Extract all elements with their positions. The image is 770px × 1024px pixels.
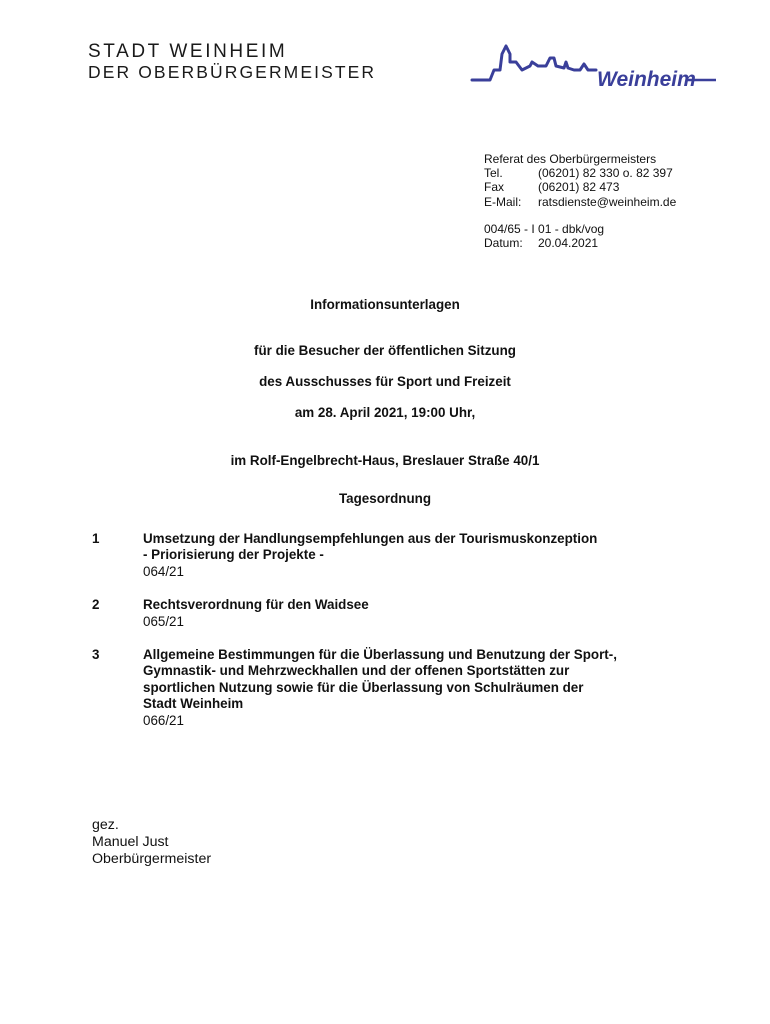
reference-number: 004/65 - I 01 - dbk/vog [484, 221, 605, 236]
agenda-item-title: Rechtsverordnung für den Waidsee [143, 597, 369, 613]
contact-email [484, 195, 676, 209]
agenda-item [92, 531, 712, 580]
date-label: Datum: [484, 236, 523, 251]
document-date [484, 236, 676, 250]
skyline-icon [472, 46, 596, 80]
signature-gez: gez. [92, 817, 119, 833]
agenda-item [92, 647, 712, 729]
weinheim-logo [470, 40, 720, 94]
agenda-item-title: Umsetzung der Handlungsempfehlungen aus der Tourismuskonzeption - Priorisierung der Projekte - [143, 531, 598, 563]
agenda-heading: Tagesordnung [339, 491, 431, 506]
signatory-title: Oberbürgermeister [92, 851, 212, 868]
committee-line: des Ausschusses für Sport und Freizeit [259, 374, 511, 389]
agenda-list [92, 531, 712, 746]
logo-wordmark: Weinheim [597, 68, 696, 91]
agenda-item-number: 1 [92, 531, 100, 546]
fax-value: (06201) 82 473 [538, 180, 620, 195]
contact-block [484, 152, 676, 250]
audience-line: für die Besucher der öffentlichen Sitzung [254, 343, 516, 358]
agenda-item-title: Allgemeine Bestimmungen für die Überlassung und Benutzung der Sport-, Gymnastik- und Mehrzweckhallen und der offenen Sportstätten zur sportlichen Nutzung sowie für die Überlassung von Schulräumen der Stadt Weinheim [143, 647, 617, 712]
letterhead-city: STADT WEINHEIM [88, 41, 288, 62]
phone-value: (06201) 82 330 o. 82 397 [538, 166, 673, 181]
fax-label: Fax [484, 180, 505, 195]
contact-phone [484, 166, 676, 180]
meeting-location-line: im Rolf-Engelbrecht-Haus, Breslauer Straße 40/1 [230, 453, 540, 468]
letterhead [88, 41, 376, 83]
email-label: E-Mail: [484, 194, 522, 209]
agenda-item-number: 3 [92, 647, 100, 663]
email-value[interactable]: ratsdienste@weinheim.de [538, 194, 677, 209]
date-value: 20.04.2021 [538, 236, 599, 251]
signature-block [92, 817, 211, 869]
agenda-item-ref: 066/21 [143, 712, 184, 728]
agenda-item-number: 2 [92, 597, 100, 613]
signatory-name: Manuel Just [92, 834, 169, 851]
agenda-item-ref: 065/21 [143, 613, 184, 629]
agenda-item-ref: 064/21 [143, 563, 184, 579]
department: Referat des Oberbürgermeisters [484, 152, 657, 166]
document-title: Informationsunterlagen [310, 297, 460, 312]
letterhead-office: DER OBERBÜRGERMEISTER [88, 62, 377, 82]
meeting-date-line: am 28. April 2021, 19:00 Uhr, [294, 405, 476, 420]
phone-label: Tel. [484, 166, 503, 181]
contact-fax [484, 180, 676, 194]
agenda-item [92, 597, 712, 630]
